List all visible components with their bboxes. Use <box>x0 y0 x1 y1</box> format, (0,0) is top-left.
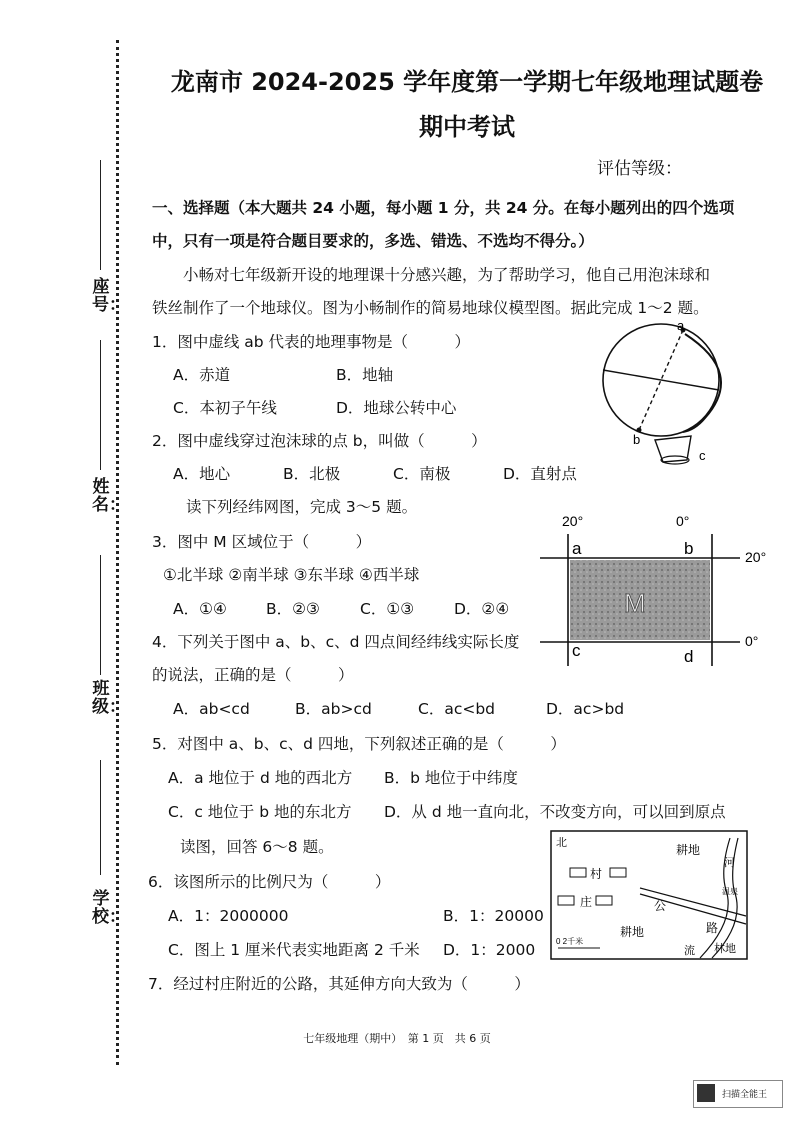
page-title: 龙南市 2024-2025 学年度第一学期七年级地理试题卷 <box>170 68 764 96</box>
village-map-figure <box>550 830 748 960</box>
q2-option-d: D．直射点 <box>503 465 577 483</box>
q5-stem: 5．对图中 a、b、c、d 四地，下列叙述正确的是（ ） <box>152 735 566 753</box>
q3-choices: ①北半球 ②南半球 ③东半球 ④西半球 <box>163 566 420 584</box>
intro-line-2: 铁丝制作了一个地球仪。图为小畅制作的简易地球仪模型图。据此完成 1～2 题。 <box>152 299 709 317</box>
region-label-m: M <box>624 588 646 618</box>
point-d: d <box>684 647 694 666</box>
intro-line-1: 小畅对七年级新开设的地理课十分感兴趣，为了帮助学习，他自己用泡沫球和 <box>183 266 711 284</box>
q6-stem: 6．该图所示的比例尺为（ ） <box>148 873 391 891</box>
globe-label-a: a <box>677 318 685 333</box>
globe-equator-line <box>603 370 719 390</box>
q2-option-b: B．北极 <box>283 465 341 483</box>
globe-label-b: b <box>633 432 641 447</box>
q4-stem-1: 4．下列关于图中 a、b、c、d 四点间经纬线实际长度 <box>152 633 520 651</box>
point-c: c <box>572 641 581 660</box>
q1-option-d: D．地球公转中心 <box>336 399 457 417</box>
globe-meridian-ring <box>683 334 721 432</box>
qr-code-icon <box>697 1084 715 1102</box>
q3-option-a: A．①④ <box>173 600 227 618</box>
name-line <box>100 340 101 470</box>
q3-option-b: B．②③ <box>266 600 320 618</box>
seat-line <box>100 160 101 270</box>
q1-stem: 1．图中虚线 ab 代表的地理事物是（ ） <box>152 333 471 351</box>
map-road-lu: 路 <box>706 921 719 935</box>
seat-label: 座号： <box>92 277 126 315</box>
map-village-2: 庄 <box>580 895 593 909</box>
q5-option-c: C．c 地位于 b 地的东北方 <box>168 803 352 821</box>
q5-option-a: A．a 地位于 d 地的西北方 <box>168 769 353 787</box>
map-scale: 0 2千米 <box>556 937 584 946</box>
lon-label-20: 20° <box>562 513 584 529</box>
q4-stem-2: 的说法，正确的是（ ） <box>152 666 354 684</box>
map-farmland-bottom: 耕地 <box>620 925 645 939</box>
class-label: 班级： <box>92 679 126 717</box>
map-hot-spring: 温泉 <box>722 887 738 896</box>
scanner-stamp <box>693 1080 783 1108</box>
lat-label-0: 0° <box>745 633 759 649</box>
q4-option-c: C．ac<bd <box>418 700 496 718</box>
globe-label-c: c <box>699 448 706 463</box>
lon-label-0: 0° <box>676 513 690 529</box>
q4-option-d: D．ac>bd <box>546 700 625 718</box>
q4-option-a: A．ab<cd <box>173 700 250 718</box>
point-b: b <box>684 539 694 558</box>
q4-option-b: B．ab>cd <box>295 700 372 718</box>
q3-option-c: C．①③ <box>360 600 415 618</box>
school-label: 学校： <box>92 889 126 927</box>
q1-option-a: A．赤道 <box>173 366 231 384</box>
page-subtitle: 期中考试 <box>419 113 515 141</box>
q6-option-a: A．1：2000000 <box>168 907 289 925</box>
q6-option-b: B．1：20000 <box>443 907 544 925</box>
section-heading-2: 中，只有一项是符合题目要求的，多选、错选、不选均不得分。） <box>152 232 594 250</box>
intro-3-5: 读下列经纬网图，完成 3～5 题。 <box>186 498 418 516</box>
q6-option-c: C．图上 1 厘米代表实地距离 2 千米 <box>168 941 420 959</box>
q5-option-b: B．b 地位于中纬度 <box>384 769 518 787</box>
map-road-gong: 公 <box>654 899 667 913</box>
q2-option-a: A．地心 <box>173 465 231 483</box>
q2-stem: 2．图中虚线穿过泡沫球的点 b，叫做（ ） <box>152 432 487 450</box>
map-farmland-top: 耕地 <box>676 843 701 857</box>
intro-6-8: 读图，回答 6～8 题。 <box>180 838 334 856</box>
globe-figure <box>595 318 745 468</box>
north-arrow-label: 北 <box>556 837 567 849</box>
section-heading-1: 一、选择题（本大题共 24 小题，每小题 1 分，共 24 分。在每小题列出的四个选项 <box>152 199 735 217</box>
school-line <box>100 760 101 875</box>
map-river-he: 河 <box>724 857 735 869</box>
q7-stem: 7．经过村庄附近的公路，其延伸方向大致为（ ） <box>148 975 530 993</box>
q5-option-d: D．从 d 地一直向北，不改变方向，可以回到原点 <box>384 803 726 821</box>
q3-option-d: D．②④ <box>454 600 510 618</box>
name-label: 姓名： <box>92 477 126 515</box>
q2-option-c: C．南极 <box>393 465 451 483</box>
q6-option-d: D．1：2000 <box>443 941 536 959</box>
grade-label: 评估等级： <box>597 159 682 179</box>
point-a: a <box>572 539 582 558</box>
class-line <box>100 555 101 675</box>
q1-option-c: C．本初子午线 <box>173 399 277 417</box>
q3-stem: 3．图中 M 区域位于（ ） <box>152 533 372 551</box>
map-forest: 林地 <box>714 943 736 955</box>
latlong-grid-figure <box>540 508 780 668</box>
lat-label-20: 20° <box>745 549 767 565</box>
map-village: 村 <box>590 867 603 881</box>
map-river-liu: 流 <box>684 945 695 957</box>
globe-stand <box>655 436 691 462</box>
stamp-text: 扫描全能王 <box>722 1090 768 1100</box>
q1-option-b: B．地轴 <box>336 366 394 384</box>
page-footer: 七年级地理（期中） 第 1 页 共 6 页 <box>303 1032 491 1045</box>
